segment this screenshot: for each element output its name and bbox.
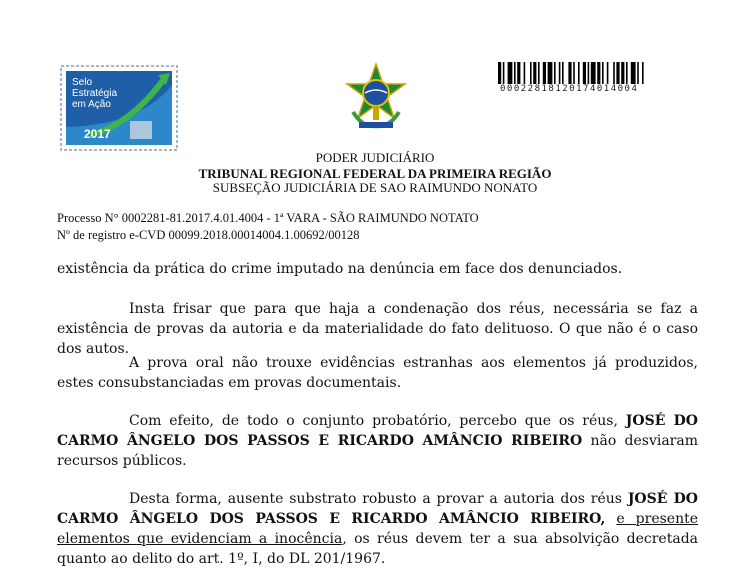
paragraph-4 [57, 411, 698, 471]
paragraph-4-text-c: não desviaram recursos públicos. [57, 433, 698, 469]
header-subsecao: SUBSEÇÃO JUDICIÁRIA DE SAO RAIMUNDO NONATO [212, 180, 538, 195]
paragraph-3-text: A prova oral não trouxe evidências estranhas aos elementos já produzidos, estes consubstanciadas em provas documentais. [57, 355, 698, 391]
seal-year: 2017 [84, 127, 111, 141]
header-tribunal: TRIBUNAL REGIONAL FEDERAL DA PRIMEIRA REGIÃO [198, 166, 552, 181]
barcode-number: 00022818120174014004 [500, 84, 639, 94]
defendants-names-2: JOSÉ DO CARMO ÂNGELO DOS PASSOS E RICARDO AMÂNCIO RIBEIRO, [57, 491, 699, 527]
registry-number: Nº de registro e-CVD 00099.2018.00014004.1.00692/00128 [57, 228, 360, 242]
process-number: Processo N° 0002281-81.2017.4.01.4004 - 1ª VARA - SÃO RAIMUNDO NOTATO [57, 211, 479, 225]
barcode [498, 62, 688, 84]
paragraph-4-text-a: Com efeito, de todo o conjunto probatório, percebo que os réus, [129, 413, 618, 429]
paragraph-3 [57, 353, 698, 393]
header-poder-judiciario: PODER JUDICIÁRIO [315, 150, 435, 165]
paragraph-1 [57, 259, 698, 279]
selo-estrategia-seal [60, 65, 178, 151]
paragraph-5-text-d: , os réus devem ter a sua absolvição decretada quanto ao delito do art. 1º, I, do DL 201/1967. [57, 531, 699, 567]
defendants-names: JOSÉ DO CARMO ÂNGELO DOS PASSOS E RICARDO AMÂNCIO RIBEIRO [57, 413, 699, 449]
paragraph-2 [57, 299, 698, 359]
coat-of-arms-emblem [343, 62, 409, 134]
seal-line2: Estratégia [72, 88, 118, 99]
seal-line1: Selo [72, 77, 93, 88]
paragraph-5 [57, 489, 698, 569]
paragraph-1-text: existência da prática do crime imputado na denúncia em face dos denunciados. [57, 261, 623, 277]
innocence-underline: e presente elementos que evidenciam a inocência [57, 511, 698, 547]
paragraph-2-text: Insta frisar que para que haja a condenação dos réus, necessária se faz a existência de provas da autoria e da materialidade do fato delituoso. O que não é o caso dos autos. [57, 301, 698, 357]
seal-line3: em Ação [72, 99, 111, 110]
paragraph-5-text-a: Desta forma, ausente substrato robusto a provar a autoria dos réus [129, 491, 622, 507]
